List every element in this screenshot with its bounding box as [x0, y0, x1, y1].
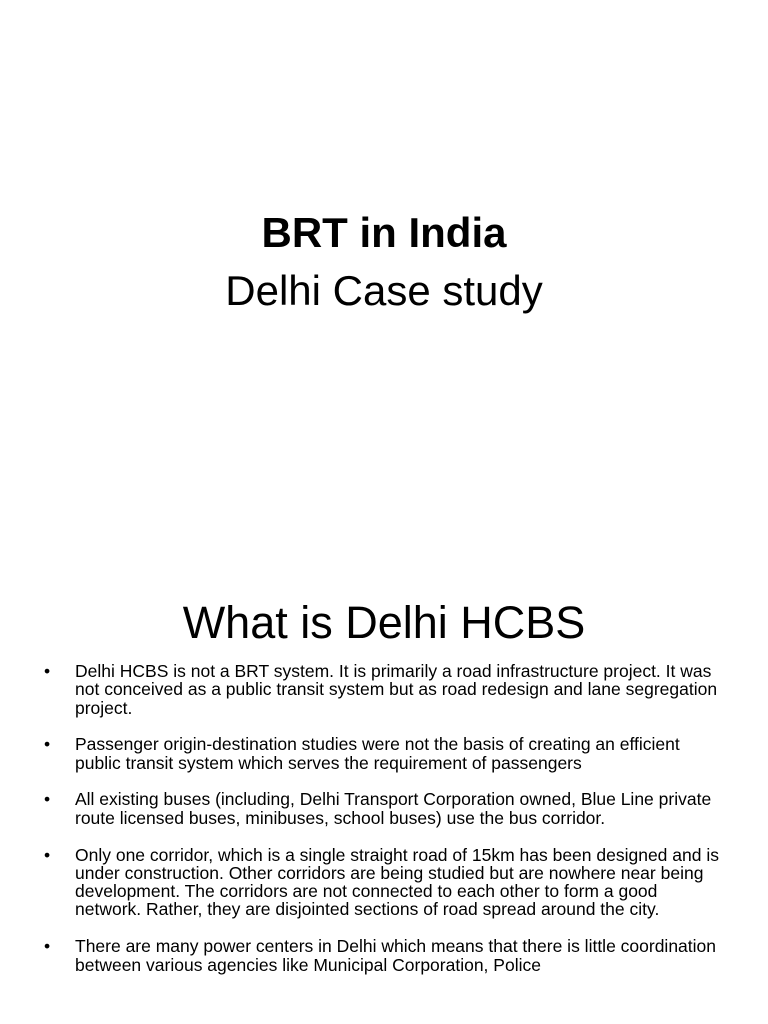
- list-item: [0, 790, 768, 827]
- bullet-text: All existing buses (including, Delhi Transport Corporation owned, Blue Line private route licensed buses, minibuses, school buses) use the bus corridor.: [75, 789, 712, 828]
- bullet-text: Delhi HCBS is not a BRT system. It is primarily a road infrastructure project. It was not conceived as a public transit system but as road redesign and lane segregation project.: [75, 661, 718, 718]
- bullet-text: Passenger origin-destination studies were not the basis of creating an efficient public transit system which serves the requirement of passengers: [75, 734, 680, 773]
- bullet-icon: •: [44, 734, 51, 755]
- bullet-icon: •: [44, 844, 51, 865]
- list-item: [0, 662, 768, 717]
- slide-title: BRT in India: [261, 209, 507, 256]
- bullet-icon: •: [44, 789, 51, 810]
- bullet-icon: •: [44, 661, 51, 681]
- list-item: [0, 846, 768, 919]
- bullet-text: Only one corridor, which is a single straight road of 15km has been designed and is under construction. Other corridors are being studied but are nowhere near being development. The corridors are not connected to each other to form a good network. Rather, they are disjointed sections of road spread around the city.: [75, 844, 719, 920]
- list-item: [0, 937, 768, 974]
- slide-title: What is Delhi HCBS: [182, 597, 586, 648]
- bullet-list: [0, 662, 768, 992]
- list-item: [0, 735, 768, 772]
- bullet-text: There are many power centers in Delhi which means that there is little coordination between various agencies like Municipal Corporation, Police: [75, 936, 717, 975]
- bullet-icon: •: [44, 936, 51, 957]
- slide-subtitle: Delhi Case study: [225, 267, 543, 314]
